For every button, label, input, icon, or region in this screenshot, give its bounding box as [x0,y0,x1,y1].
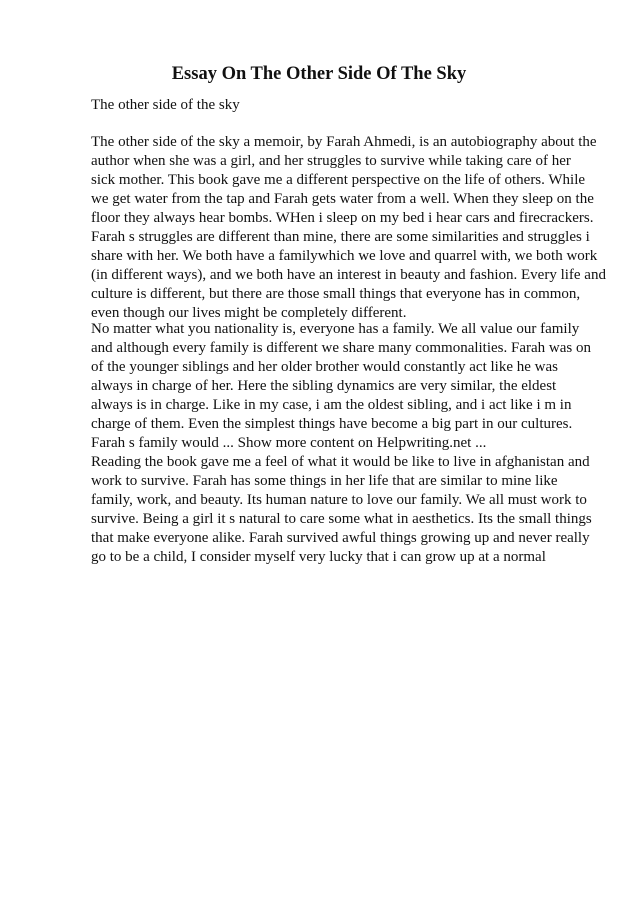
paragraph-1 [91,133,606,323]
text-line: sick mother. This book gave me a different perspective on the life of others. While [91,172,586,188]
text-line: always is in charge. Like in my case, i am the oldest sibling, and i act like i m in [91,397,572,413]
text-line: culture is different, but there are those small things that everyone has in common, [91,286,581,302]
text-line: floor they always hear bombs. WHen i sleep on my bed i hear cars and firecrackers. [91,210,594,226]
text-line: (in different ways), and we both have an interest in beauty and fashion. Every life and [91,267,606,283]
text-line: family, work, and beauty. Its human nature to love our family. We all must work to [91,492,587,508]
text-line: Farah s family would ... Show more content on Helpwriting.net ... [91,435,487,451]
text-line: charge of them. Even the simplest things have become a big part in our cultures. [91,416,573,432]
text-line: The other side of the sky a memoir, by Farah Ahmedi, is an autobiography about the [91,134,597,150]
text-line: of the younger siblings and her older brother would constantly act like he was [91,359,558,375]
text-line: Reading the book gave me a feel of what it would be like to live in afghanistan and [91,454,590,470]
document-title: Essay On The Other Side Of The Sky [171,64,467,84]
text-line: No matter what you nationality is, everyone has a family. We all value our family [91,321,580,337]
text-line: even though our lives might be completely different. [91,305,407,321]
text-line: and although every family is different we share many commonalities. Farah was on [91,340,591,356]
text-line: go to be a child, I consider myself very lucky that i can grow up at a normal [91,549,546,565]
document-subtitle: The other side of the sky [91,97,240,113]
paragraph-2 [91,320,601,567]
text-line: work to survive. Farah has some things in her life that are similar to mine like [91,473,558,489]
text-line: always in charge of her. Here the sibling dynamics are very similar, the eldest [91,378,557,394]
text-line: we get water from the tap and Farah gets water from a well. When they sleep on the [91,191,594,207]
text-line: author when she was a girl, and her struggles to survive while taking care of her [91,153,571,169]
text-line: that make everyone alike. Farah survived awful things growing up and never really [91,530,590,546]
text-line: share with her. We both have a familywhich we love and quarrel with, we both work [91,248,598,264]
text-line: survive. Being a girl it s natural to care some what in aesthetics. Its the small things [91,511,592,527]
text-line: Farah s struggles are different than mine, there are some similarities and struggles i [91,229,590,245]
